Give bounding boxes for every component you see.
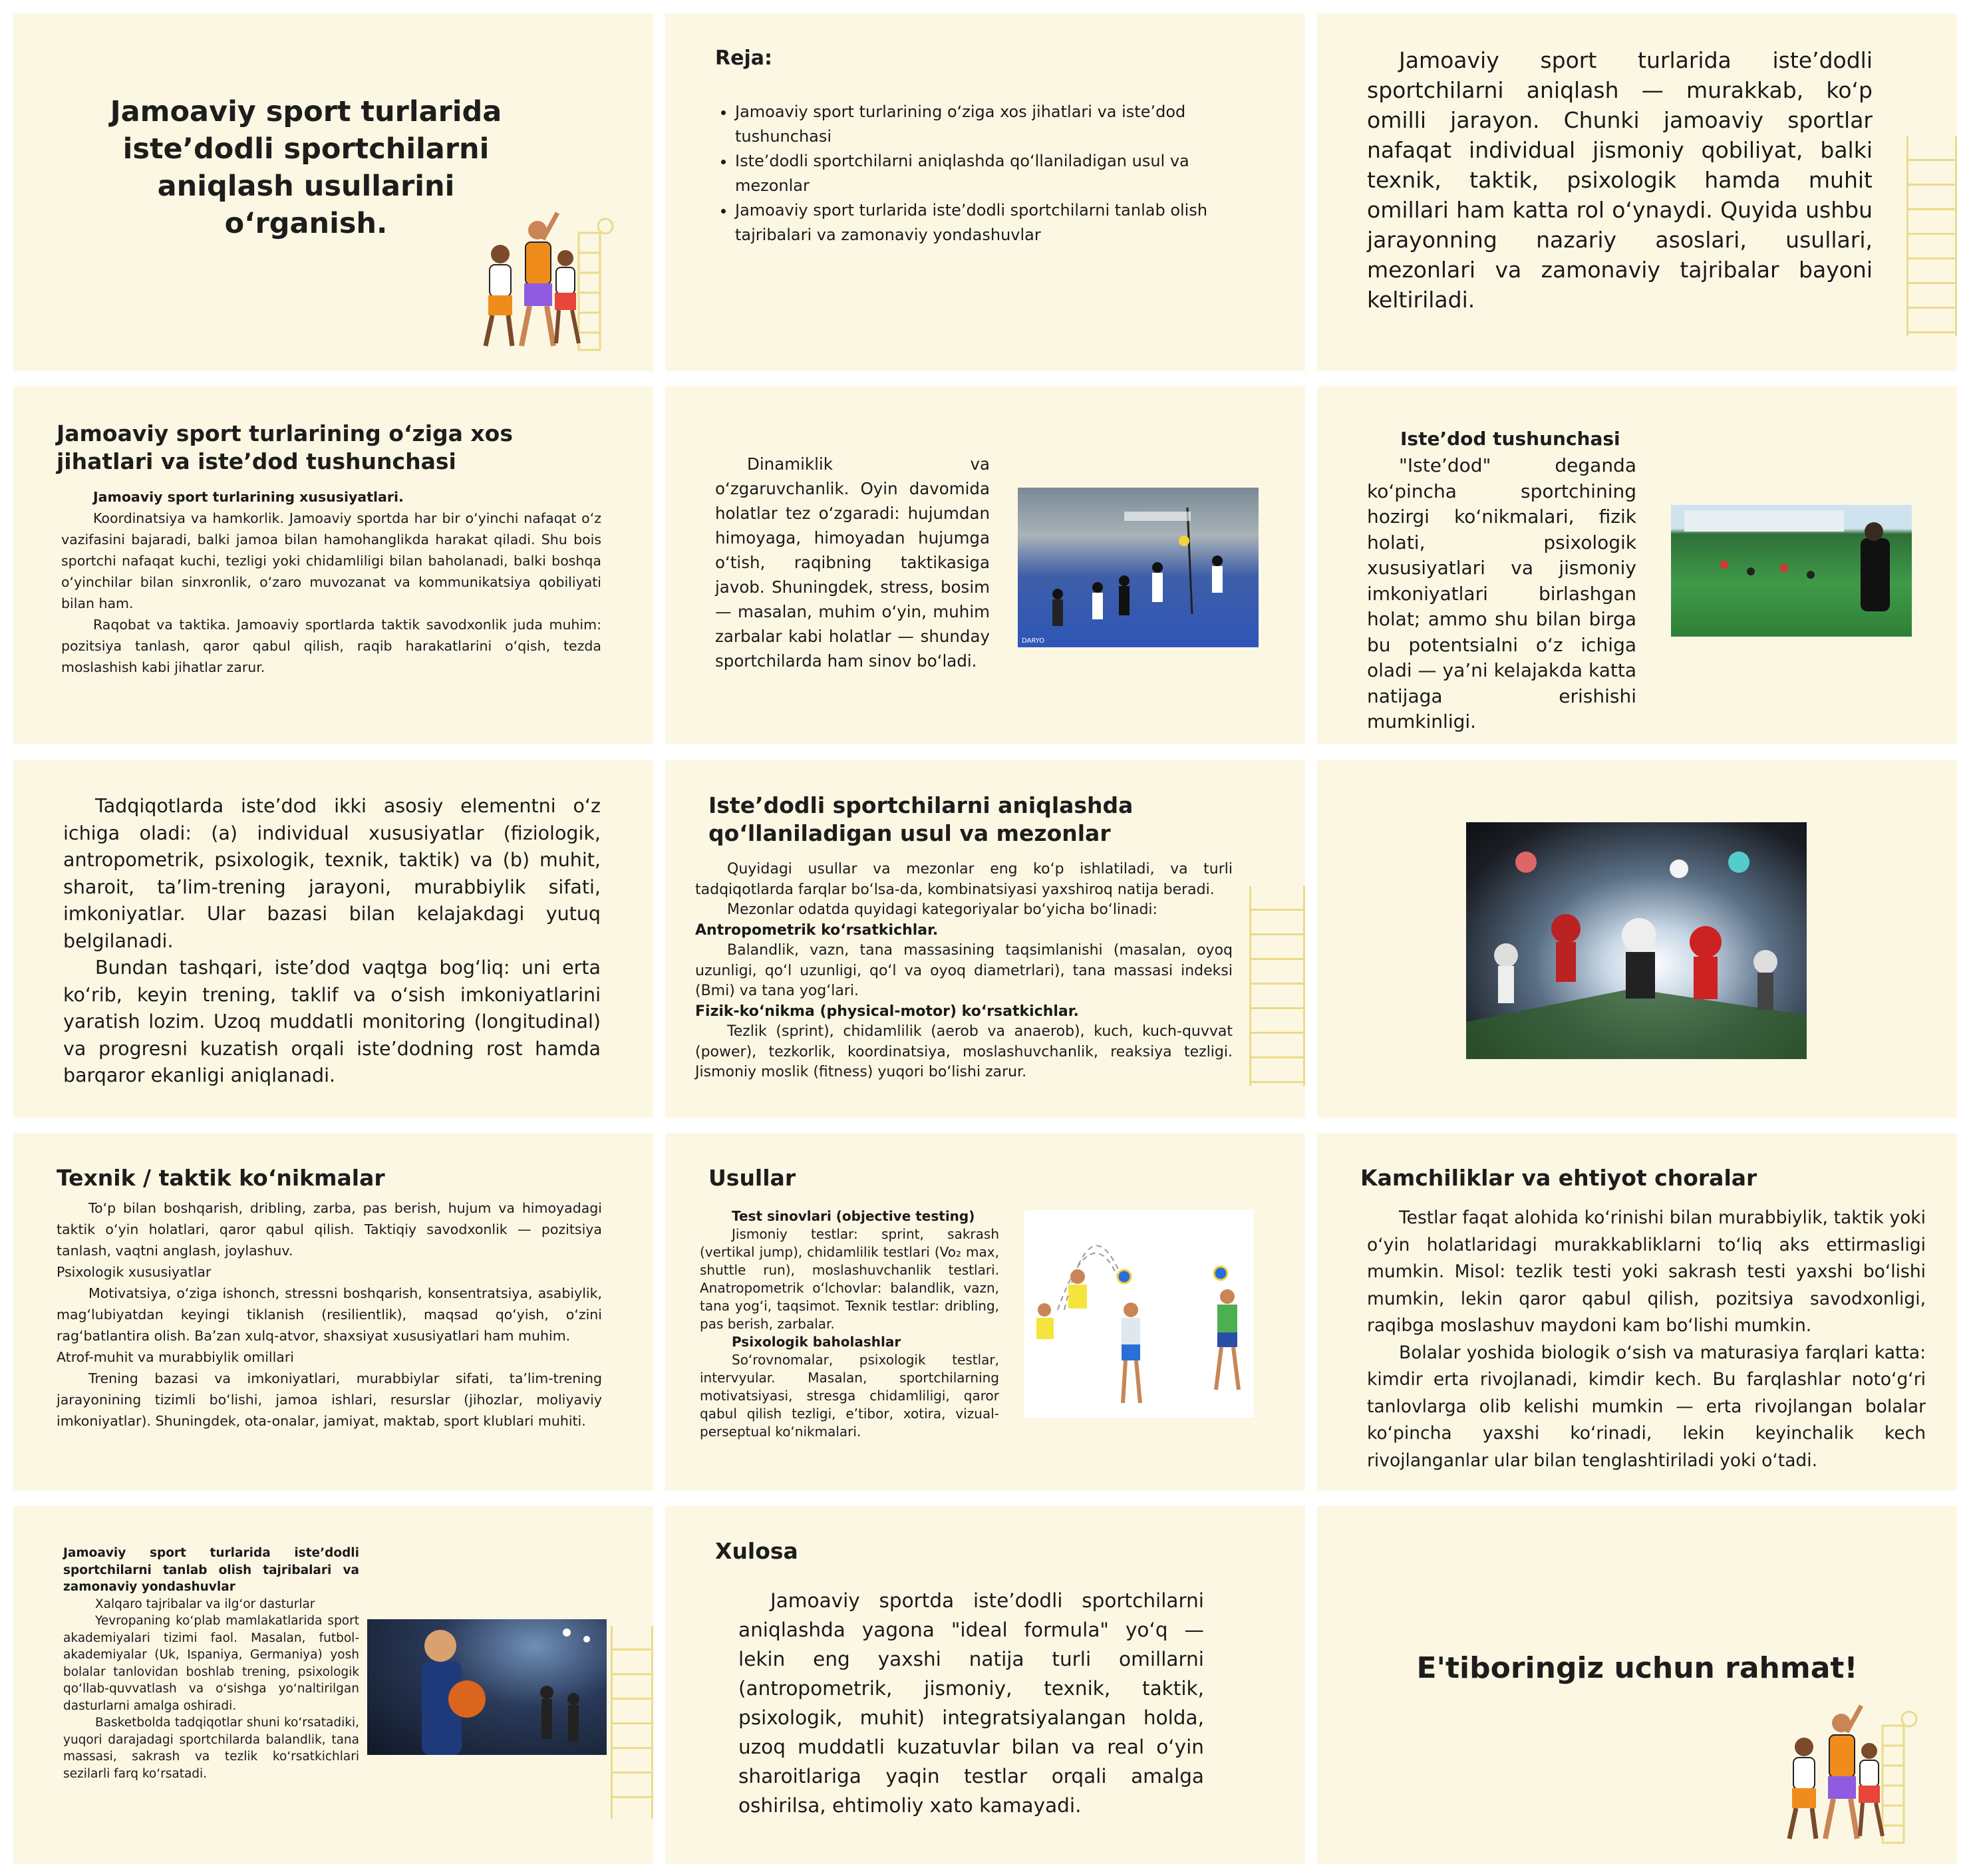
paragraph: Jismoniy testlar: sprint, sakrash (vertikal jump), chidamlilik testlari (Vo₂ max, shuttle run), moslashuvchanlik testlari. Anatropometrik o‘lchovlar: balandlik, vazn, tana yog‘i, taqsimot. Texnik testlar: dribling, pas berish, zarbalar. (700, 1226, 999, 1332)
dynamics-paragraph: Dinamiklik va o‘zgaruvchanlik. Oyin davomida holatlar tez o‘zgaradi: hujumdan himoyaga, himoyadan hujumga o‘tish, raqibning taktikasiga javob. Shuningdek, stress, bosim — masalan, muhim o‘yin, muhim zarbalar kabi holatlar — shunday sportchilarda ham sinov bo‘ladi. (715, 454, 990, 671)
subheading: Jamoaviy sport turlarining xususiyatlari. (93, 489, 404, 505)
plan-list (715, 100, 1214, 247)
ladder-decoration (611, 1626, 653, 1819)
tactical-body (57, 1197, 602, 1432)
subheading: Atrof-muhit va murabbiylik omillari (57, 1349, 294, 1365)
subheading: Test sinovlari (objective testing) (732, 1208, 975, 1224)
subheading: Fizik-ko‘nikma (physical-motor) ko‘rsatkichlar. (695, 1003, 1079, 1020)
slide-8-methods-criteria (665, 760, 1305, 1118)
volleyball-photo (1018, 488, 1259, 647)
talent-heading: Iste’dod tushunchasi (1400, 428, 1620, 450)
features-body (61, 486, 601, 678)
plan-item: • Jamoaviy sport turlarining o‘ziga xos jihatlari va iste’dod tushunchasi (735, 100, 1214, 149)
paragraph: Motivatsiya, o‘ziga ishonch, stressni boshqarish, konsentratsiya, asabiylik, mag‘lubiyatdan keyingi tiklanish (resilientlik), maqsad qo‘yish, o‘zini rag‘batlantira olish. Ba’zan xulq-atvor, shaxsiyat xususiyatlari ham muhim. (57, 1285, 602, 1344)
slide-heading: Kamchiliklar va ehtiyot choralar (1360, 1165, 1757, 1191)
paragraph: Tezlik (sprint), chidamlilik (aerob va anaerob), kuch, kuch-quvvat (power), tezkorlik, koordinatsiya, moslashuvchanlik, reaksiya tezligi. Jismoniy moslik (fitness) yuqori bo‘lishi zarur. (695, 1023, 1233, 1080)
paragraph: Raqobat va taktika. Jamoaviy sportlarda taktik savodxonlik juda muhim: pozitsiya tanlash, qaror qabul qilish, raqib harakatlarini o‘qish, tezda moslashish kabi jihatlar zarur. (61, 617, 601, 675)
slide-3-intro (1317, 13, 1957, 371)
paragraph: Bolalar yoshida biologik o‘sish va maturasiya farqlari katta: kimdir erta rivojlanadi, kimdir kech. Bu farqlashlar noto‘g‘ri tanlovlarga olib kelishi mumkin — erta rivojlangan bolalar ko‘pincha yaxshi ko‘rinadi, lekin keyinchalik kech rivojlanganlar ular bilan tenglashtiriladi yoki o‘tadi. (1367, 1342, 1926, 1471)
paragraph: Tadqiqotlarda iste’dod ikki asosiy elementni o‘z ichiga oladi: (a) individual xususiyatlar (fiziologik, antropometrik, psixologik, texnik, taktik) va (b) muhit, sharoit, ta’lim-trening jarayoni, murabbiylik sifati, imkoniyatlar. Ular bazasi bilan kelajakdagi yutuq belgilanadi. (63, 795, 601, 952)
plan-item: • Iste’dodli sportchilarni aniqlashda qo‘llaniladigan usul va mezonlar (735, 149, 1214, 198)
ladder-decoration (1906, 136, 1957, 336)
slide-6-talent-concept (1317, 387, 1957, 744)
conclusion-paragraph: Jamoaviy sportda iste’dodli sportchilarni aniqlashda yagona "ideal formula" yo‘q — lekin eng yaxshi natija turli omillarni (antropometrik, jismoniy, texnik, taktik, psixologik, muhit) integratsiyalangan holda, uzoq muddatli kuzatuvlar bilan va real o‘yin sharoitlariga yaqin testlar orqali amalga oshirilsa, ehtimoliy xato kamayadi. (738, 1589, 1204, 1817)
slide-heading: Iste’dodli sportchilarni aniqlashda qo‘llaniladigan usul va mezonlar (708, 792, 1134, 846)
slide-heading: Texnik / taktik ko‘nikmalar (57, 1165, 385, 1191)
slide-13-experience (13, 1506, 653, 1864)
paragraph: Balandlik, vazn, tana massasining taqsimlanishi (masalan, oyoq uzunligi, qo‘l uzunligi, qo‘l va oyoq diametrlari), tana massasi indeksi (Bmi) va tana yog‘lari. (695, 942, 1233, 999)
paragraph: Yevropaning ko‘plab mamlakatlarida sport akademiyalari tizimi faol. Masalan, futbol-akademiyalar (Uk, Ispaniya, Germaniya) yosh bolalar tanlovidan boshlab trening, psixologik qo‘llab-quvvatlash va o‘sishga yo‘naltirilgan dasturlarni amalga oshiradi. (63, 1614, 359, 1713)
slide-1-title (13, 13, 653, 371)
slide-10-technical-tactical (13, 1133, 653, 1491)
research-body (63, 793, 601, 1090)
slide-7-research (13, 760, 653, 1118)
slide-14-conclusion (665, 1506, 1305, 1864)
subheading: Psixologik xususiyatlar (57, 1264, 212, 1280)
criteria-body (695, 860, 1233, 1083)
paragraph: Koordinatsiya va hamkorlik. Jamoaviy sportda har bir o‘yinchi nafaqat o‘z vazifasini bajaradi, balki jamoa bilan hamohanglikda harakat qiladi. Shu bois sportchi nafaqat kuchi, tezligi yoki chidamliligi bilan baholanadi, balki boshqa o‘yinchilar bilan sinxronlik, o‘zaro muvozanat va kommunikatsiya qobiliyati bilan ham. (61, 510, 601, 611)
slide-12-limitations (1317, 1133, 1957, 1491)
paragraph: So‘rovnomalar, psixologik testlar, intervyular. Masalan, sportchilarning motivatsiyasi, stresga chidamliligi, qaror qabul qilish tezligi, e’tibor, xotira, vizual-perseptual ko‘nikmalari. (700, 1352, 999, 1440)
sports-collage-photo (1466, 822, 1807, 1059)
paragraph: Trening bazasi va imkoniyatlari, murabbiylar sifati, ta’lim-trening jarayonining tizimli bo‘lishi, jamoa ishlari, resurslar (jihozlar, moliyaviy imkoniyatlar). Shuningdek, ota-onalar, jamiyat, maktab, sport klublari muhiti. (57, 1370, 602, 1429)
athletes-illustration (1769, 1699, 1929, 1852)
slide-9-sports-collage (1317, 760, 1957, 1118)
paragraph: Bundan tashqari, iste’dod vaqtga bog‘liq: uni erta ko‘rib, keyin trening, taklif va o‘sish imkoniyatlarini yaratish lozim. Uzoq muddatli monitoring (longitudinal) va progresni kuzatish orqali iste’dodning rost hamda barqaror ekanligi aniqlanadi. (63, 957, 601, 1086)
slide-11-methods (665, 1133, 1305, 1491)
methods-body (700, 1207, 999, 1441)
subheading: Antropometrik ko‘rsatkichlar. (695, 921, 939, 939)
subheading: Xalqaro tajribalar va ilg‘or dasturlar (95, 1597, 315, 1611)
paragraph: Quyidagi usullar va mezonlar eng ko‘p ishlatiladi, va turli tadqiqotlarda farqlar bo‘lsa-da, kombinatsiyasi yaxshiroq natija beradi. (695, 861, 1233, 898)
football-training-photo (1671, 505, 1912, 637)
plan-heading: Reja: (715, 47, 772, 70)
intro-paragraph: Jamoaviy sport turlarida iste’dodli sportchilarni aniqlash — murakkab, ko‘p omilli jarayon. Chunki jamoaviy sportlar nafaqat individual jismoniy qobiliyat, balki texnik, taktik, psixologik hamda muhit omillari ham katta rol o‘ynaydi. Quyida ushbu jarayonning nazariy asoslari, usullari, mezonlari va zamonaviy tajribalar bayoni keltiriladi. (1367, 47, 1873, 313)
paragraph: To‘p bilan boshqarish, dribling, zarba, pas berish, hujum va himoyadagi taktik o‘yin holatlari, qaror qabul qilish. Taktiqiy savodxonlik — pozitsiya tanlash, vaqtni anglash, joylashuv. (57, 1200, 602, 1259)
slide-heading: Jamoaviy sport turlarining o‘ziga xos jihatlari va iste’dod tushunchasi (57, 420, 513, 474)
talent-paragraph: "Iste’dod" deganda ko‘pincha sportchining hozirgi ko‘nikmalari, fizik holati, psixologik xususiyatlari va jismoniy imkoniyatlari birlashgan holat; ammo shu bilan birga bu potentsialni o‘z ichiga oladi — ya’ni kelajakda katta natijaga erishishi mumkinligi. (1367, 454, 1636, 732)
paragraph: Testlar faqat alohida ko‘rinishi bilan murabbiylik, taktik yoki o‘yin holatlaridagi murakkabliklarni to‘liq aks ettirmasligi mumkin. Misol: tezlik testi yoki sakrash testi yaxshi bo‘lishi mumkin, lekin qaror qabul qilish, pozitsiya savodxonligi, raqibga moslashuv maydoni kam bo‘lishi mumkin. (1367, 1207, 1926, 1336)
slide-4-features (13, 387, 653, 744)
limitations-body (1367, 1205, 1926, 1474)
plan-item: • Jamoaviy sport turlarida iste’dodli sportchilarni tanlab olish tajribalari va zamonaviy yondashuvlar (735, 198, 1214, 247)
slide-heading: Usullar (708, 1165, 796, 1191)
slide-5-dynamics (665, 387, 1305, 744)
volleyball-drill-illustration (1024, 1210, 1254, 1418)
ladder-decoration (1249, 886, 1305, 1086)
basketball-boy-photo (367, 1619, 607, 1755)
slide-heading: Xulosa (715, 1538, 798, 1564)
slide-15-thanks (1317, 1506, 1957, 1864)
slide-2-plan (665, 13, 1305, 371)
photo-watermark: DARYO (1022, 637, 1045, 645)
paragraph: Mezonlar odatda quyidagi kategoriyalar bo‘yicha bo‘linadi: (727, 901, 1157, 918)
subheading: Jamoaviy sport turlarida iste’dodli sportchilarni tanlab olish tajribalari va zamonaviy yondashuvlar (63, 1546, 359, 1594)
subheading: Psixologik baholashlar (732, 1334, 901, 1350)
athletes-illustration (466, 206, 625, 359)
paragraph: Basketbolda tadqiqotlar shuni ko‘rsatadiki, yuqori darajadagi sportchilarda balandlik, tana massasi, sakrash va tezlik ko‘rsatkichlari sezilarli farq ko‘rsatadi. (63, 1716, 359, 1781)
experience-body (63, 1545, 359, 1782)
slide-title: Jamoaviy sport turlarida iste’dodli sportchilarni aniqlash usullarini o‘rganish. (110, 95, 502, 240)
thank-you-title: E'tiboringiz uchun rahmat! (1416, 1651, 1858, 1685)
